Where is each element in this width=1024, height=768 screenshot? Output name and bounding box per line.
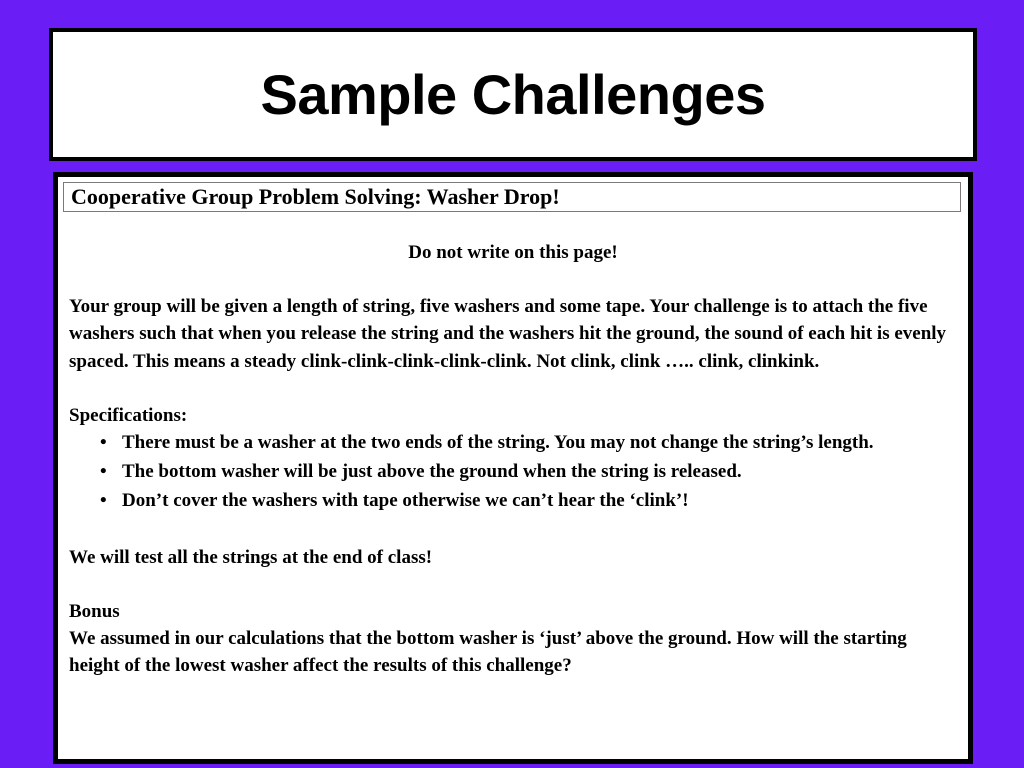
notice-text: Do not write on this page! [408, 242, 618, 263]
spacer [69, 571, 957, 598]
bonus-paragraph: We assumed in our calculations that the bottom washer is ‘just’ above the ground. How will the starting height of the lowest washer affect the results of this challenge? [69, 628, 907, 677]
list-item [69, 487, 957, 514]
specifications-list [69, 429, 957, 515]
slide-title: Sample Challenges [260, 63, 766, 126]
list-item [69, 458, 957, 485]
worksheet-body [69, 239, 957, 679]
spacer [69, 266, 957, 293]
title-box [49, 28, 977, 161]
spacer [69, 375, 957, 402]
worksheet-panel [53, 172, 973, 764]
bonus-heading: Bonus [69, 600, 120, 622]
spacer [69, 517, 957, 544]
specifications-heading: Specifications: [69, 404, 188, 426]
bullet-icon: • [100, 432, 107, 454]
worksheet-header: Cooperative Group Problem Solving: Washer Drop! [63, 182, 961, 212]
list-item [69, 429, 957, 456]
specification-text: There must be a washer at the two ends of the string. You may not change the string’s length. [122, 432, 874, 454]
specification-text: Don’t cover the washers with tape otherwise we can’t hear the ‘clink’! [122, 490, 689, 512]
bullet-icon: • [100, 461, 107, 483]
intro-paragraph: Your group will be given a length of string, five washers and some tape. Your challenge is to attach the five washers such that when you release the string and the washers hit the ground, the sound of each hit is evenly spaced. This means a steady clink-clink-clink-clink-clink. Not clink, clink ….. clink, clinkink. [69, 296, 947, 372]
bullet-icon: • [100, 490, 107, 512]
specification-text: The bottom washer will be just above the ground when the string is released. [122, 461, 742, 483]
test-note: We will test all the strings at the end of class! [69, 546, 433, 568]
